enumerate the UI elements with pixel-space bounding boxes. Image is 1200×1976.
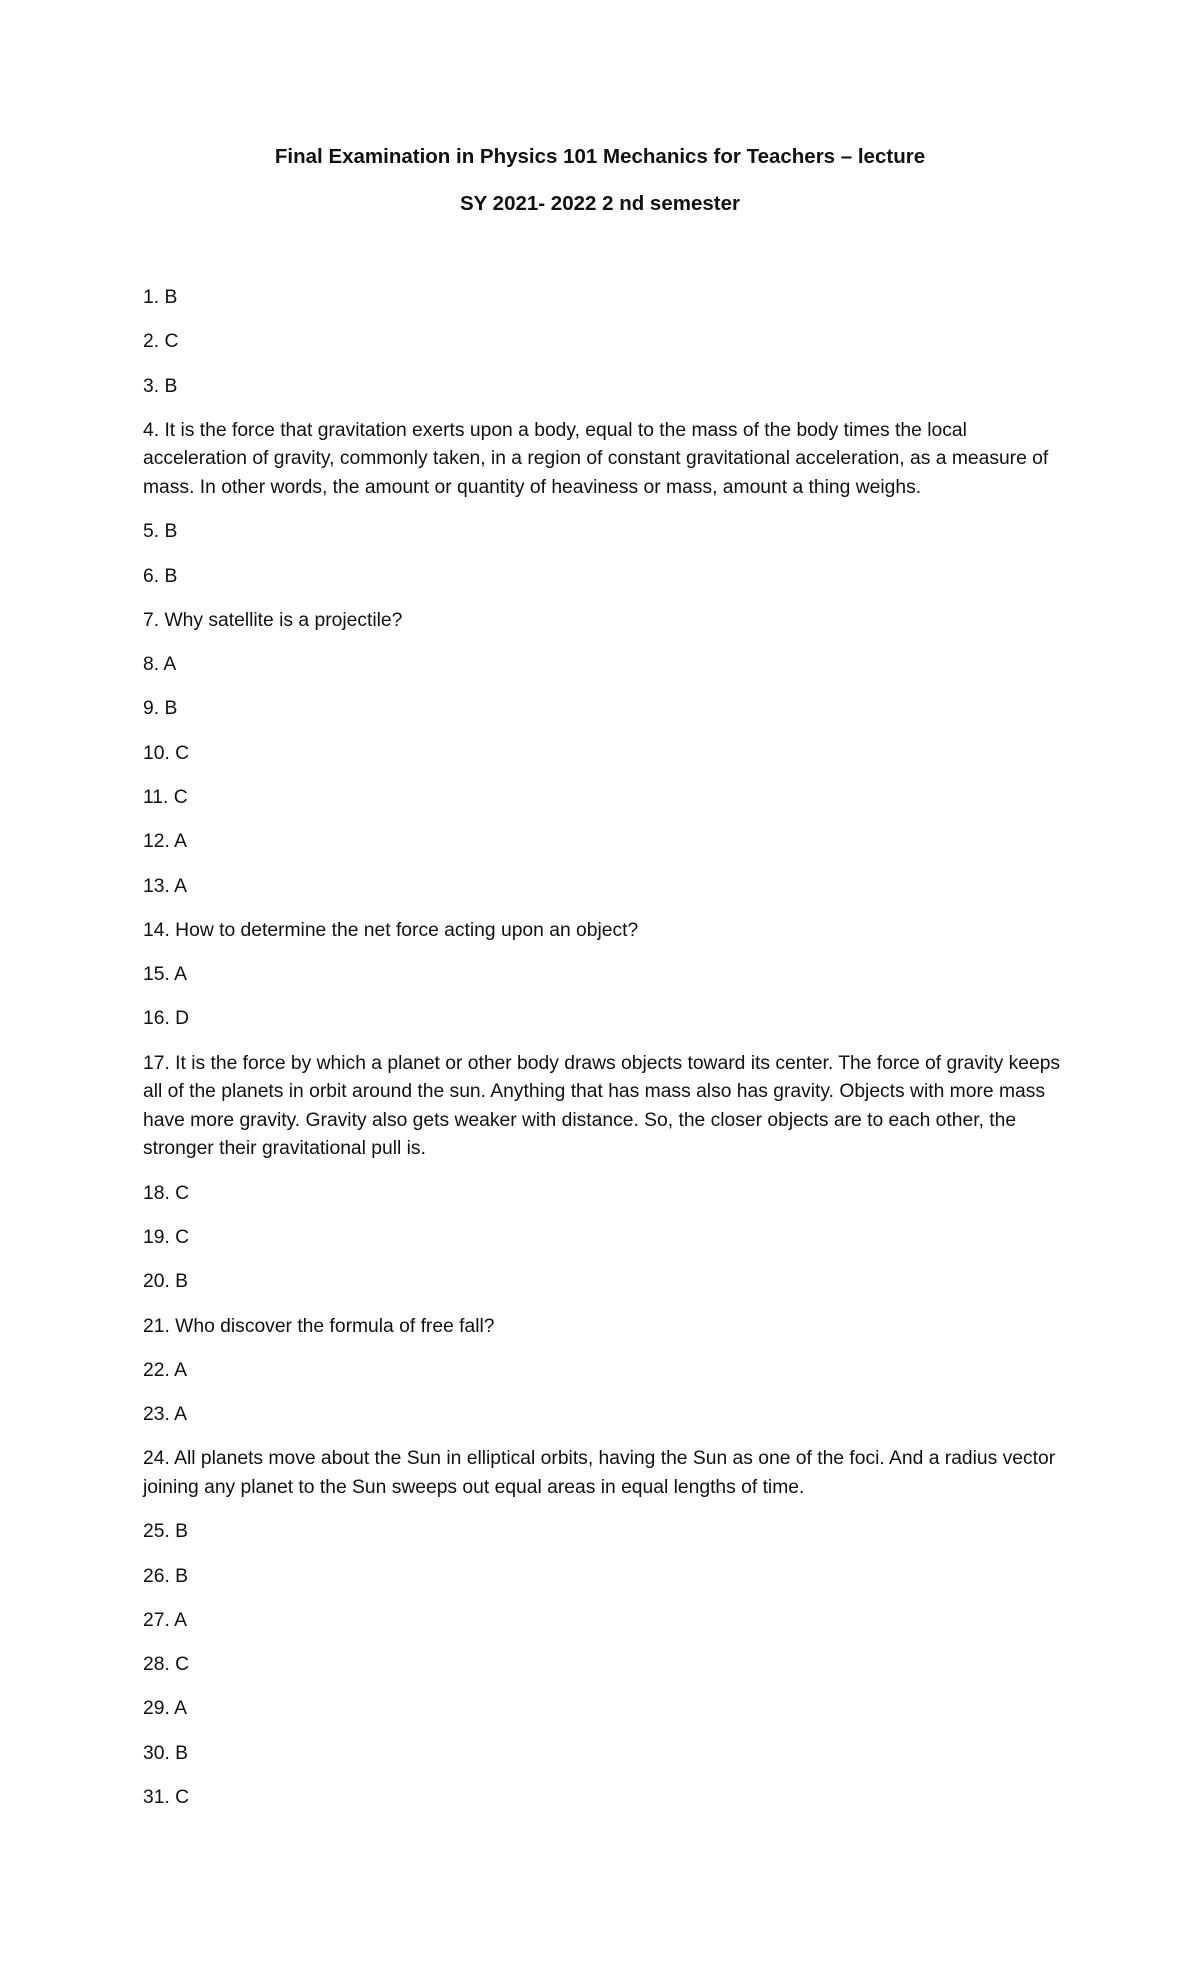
answer-text: A [174,1359,187,1381]
answer-number: 27. [143,1609,170,1631]
answer-number: 13. [143,875,170,897]
answer-item [143,417,1063,503]
answer-text: All planets move about the Sun in elliptical orbits, having the Sun as one of the foci. And a radius vector joining any planet to the Sun sweeps out equal areas in equal lengths of time. [143,1448,1056,1499]
answer-item [143,1695,1063,1724]
answer-text: C [175,1787,190,1808]
answer-text: B [164,521,178,543]
answer-number: 11. [143,787,169,808]
answer-item [143,607,1063,636]
answer-item [143,1445,1063,1502]
answer-item [143,784,1063,813]
answer-item [143,284,1063,313]
answer-text: Who discover the formula of free fall? [175,1315,495,1337]
answer-number: 5. [143,521,160,543]
answer-item [143,1313,1063,1342]
answer-number: 2. [143,331,160,353]
answer-item [143,1740,1063,1769]
answer-text: A [174,831,187,853]
answer-text: B [164,698,178,720]
document-title: Final Examination in Physics 101 Mechanics for Teachers – lecture [274,145,926,168]
answer-number: 3. [143,375,160,397]
answer-number: 25. [143,1521,170,1543]
answer-text: A [163,654,177,676]
answer-text: A [174,875,187,897]
answer-number: 1. [143,287,160,308]
answer-number: 30. [143,1742,170,1764]
answer-text: C [175,1227,190,1249]
answer-number: 29. [143,1698,170,1720]
answer-number: 22. [143,1359,170,1381]
answer-text: A [174,1609,187,1631]
answer-text: B [175,1271,189,1293]
answer-item [143,1357,1063,1386]
answer-number: 18. [143,1182,170,1204]
answer-item [143,328,1063,357]
answer-number: 17. [143,1052,170,1074]
answer-text: C [175,742,190,764]
answer-item [143,1518,1063,1547]
answer-text: It is the force that gravitation exerts upon a body, equal to the mass of the body times the local acceleration of gravity, commonly taken, in a region of constant gravitational acceleration, as a measure of mass. In other words, the amount or quantity of heaviness or mass, amount a thing weighs. [143,419,1049,499]
answer-item [143,1784,1063,1813]
answer-item [143,917,1063,946]
answer-text: D [175,1008,190,1030]
answer-item [143,828,1063,857]
answer-text: C [164,331,179,353]
answer-item [143,373,1063,402]
answer-number: 31. [143,1787,170,1808]
answer-text: B [164,375,178,397]
answer-text: It is the force by which a planet or other body draws objects toward its center. The force of gravity keeps all of the planets in orbit around the sun. Anything that has mass also has gravity. Objects with more mass have more gravity. Gravity also gets weaker with distance. So, the closer objects are to each other, the stronger their gravitational pull is. [143,1052,1061,1160]
answer-text: A [174,964,187,986]
answer-text: C [173,787,188,808]
answer-number: 7. [143,609,160,631]
answer-text: Why satellite is a projectile? [164,609,403,631]
answer-number: 24. [143,1448,170,1470]
answer-item [143,961,1063,990]
answer-text: A [174,1404,187,1426]
answer-item [143,873,1063,902]
answer-text: B [164,565,178,587]
answer-number: 16. [143,1008,170,1030]
answer-text: How to determine the net force acting upon an object? [175,919,639,941]
answer-item [143,1050,1063,1164]
answer-item [143,1005,1063,1034]
answer-number: 21. [143,1315,170,1337]
answer-item [143,1651,1063,1680]
answer-number: 15. [143,964,170,986]
answer-number: 14. [143,919,170,941]
answer-item [143,1180,1063,1209]
answer-item [143,1607,1063,1636]
answer-text: B [175,1521,189,1543]
answer-text: B [175,1565,189,1587]
answer-item [143,1563,1063,1592]
answer-item [143,518,1063,547]
answer-item [143,1268,1063,1297]
answer-item [143,563,1063,592]
answer-item [143,1224,1063,1253]
document-subtitle: SY 2021- 2022 2 nd semester [460,192,740,215]
answer-item [143,695,1063,724]
answer-number: 23. [143,1404,170,1426]
answer-text: C [175,1654,190,1676]
answer-item [143,651,1063,680]
answer-list [143,284,1063,1828]
answer-text: B [175,1742,189,1764]
answer-text: A [174,1698,187,1720]
answer-number: 9. [143,698,160,720]
answer-number: 4. [143,419,160,441]
answer-item [143,740,1063,769]
answer-number: 8. [143,654,160,676]
answer-text: B [164,287,178,308]
answer-item [143,1401,1063,1430]
answer-number: 12. [143,831,170,853]
answer-number: 20. [143,1271,170,1293]
answer-number: 28. [143,1654,170,1676]
answer-number: 19. [143,1227,170,1249]
answer-number: 26. [143,1565,170,1587]
answer-text: C [175,1182,190,1204]
answer-number: 6. [143,565,160,587]
answer-number: 10. [143,742,170,764]
